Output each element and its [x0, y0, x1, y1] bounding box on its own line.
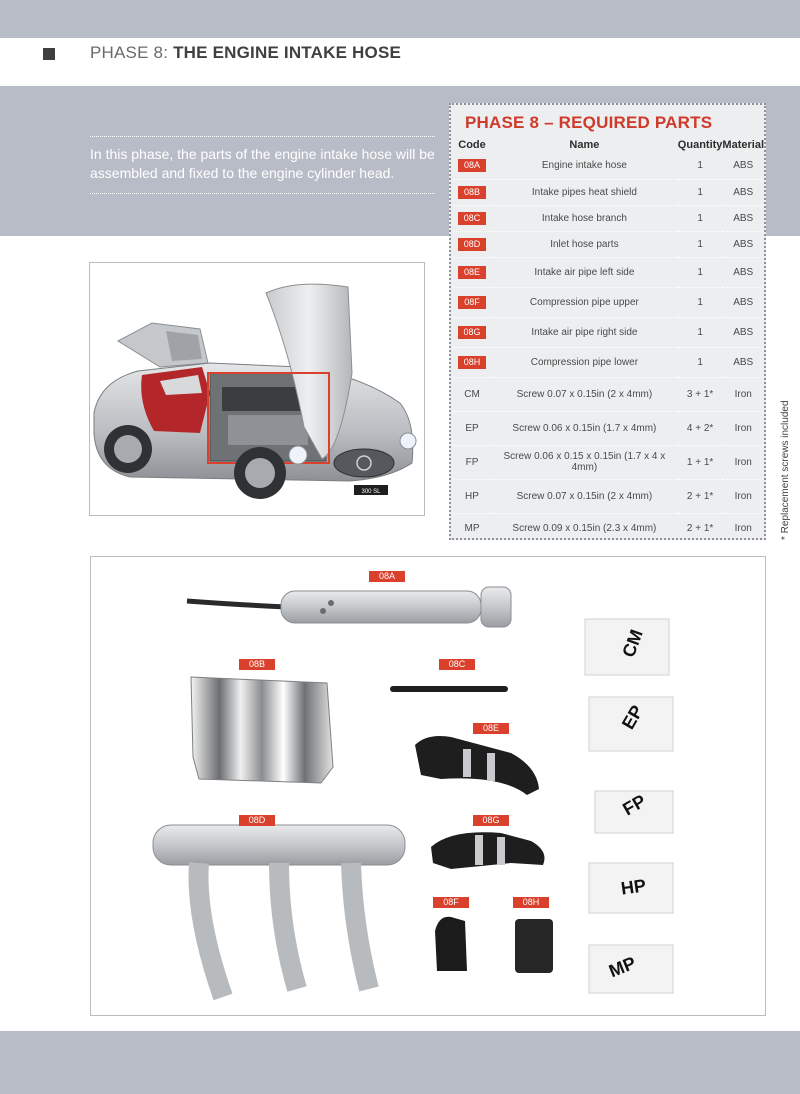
- license-plate: 300 SL: [361, 489, 381, 495]
- replacement-note: [770, 360, 790, 540]
- replacement-note-text: * Replacement screws included: [780, 400, 791, 540]
- part-08h-compression-pipe-lower: [515, 919, 553, 973]
- part-name: Screw 0.06 x 0.15in (1.7 x 4mm): [491, 411, 678, 445]
- part-08f-compression-pipe-upper: [435, 917, 467, 971]
- part-material: Iron: [722, 445, 764, 479]
- label-08b: 08B: [239, 659, 275, 670]
- table-row: [453, 317, 764, 347]
- part-material: ABS: [722, 205, 764, 231]
- label-08c: 08C: [439, 659, 475, 670]
- part-quantity: 1: [678, 179, 723, 205]
- part-material: ABS: [722, 179, 764, 205]
- column-header: Code: [458, 139, 486, 151]
- phase-prefix: PHASE 8:: [90, 43, 169, 62]
- part-code: HP: [453, 479, 491, 513]
- part-material: ABS: [722, 153, 764, 179]
- label-08e: 08E: [473, 723, 509, 734]
- part-quantity: 2 + 1*: [678, 513, 723, 543]
- part-name: Screw 0.09 x 0.15in (2.3 x 4mm): [491, 513, 678, 543]
- table-row: [453, 205, 764, 231]
- part-name: Screw 0.07 x 0.15in (2 x 4mm): [491, 377, 678, 411]
- part-08d-inlet-hose: [153, 825, 405, 997]
- table-row: [453, 479, 764, 513]
- required-parts-box: [449, 103, 766, 540]
- part-code: 08A: [458, 159, 486, 172]
- part-material: ABS: [722, 231, 764, 257]
- table-row: [453, 257, 764, 287]
- column-header: Material: [722, 139, 764, 151]
- part-material: Iron: [722, 513, 764, 543]
- part-code: EP: [453, 411, 491, 445]
- part-name: Intake air pipe left side: [491, 257, 678, 287]
- page-title: [90, 43, 401, 63]
- label-08h: 08H: [513, 897, 549, 908]
- table-row: [453, 377, 764, 411]
- bag-label-ep: EP: [617, 701, 648, 733]
- part-quantity: 2 + 1*: [678, 479, 723, 513]
- part-name: Compression pipe upper: [491, 287, 678, 317]
- part-name: Engine intake hose: [491, 153, 678, 179]
- label-08a: 08A: [369, 571, 405, 582]
- header-square-icon: [43, 48, 55, 60]
- bag-label-cm: CM: [618, 626, 647, 660]
- part-quantity: 3 + 1*: [678, 377, 723, 411]
- column-header: Name: [569, 139, 600, 151]
- part-name: Intake hose branch: [491, 205, 678, 231]
- required-parts-title: PHASE 8 – REQUIRED PARTS: [465, 113, 713, 132]
- label-08d: 08D: [239, 815, 275, 826]
- part-quantity: 4 + 2*: [678, 411, 723, 445]
- part-code: FP: [453, 445, 491, 479]
- part-code: 08D: [458, 238, 486, 251]
- part-name: Compression pipe lower: [491, 347, 678, 377]
- table-row: [453, 347, 764, 377]
- part-quantity: 1 + 1*: [678, 445, 723, 479]
- label-08f: 08F: [433, 897, 469, 908]
- table-row: [453, 153, 764, 179]
- label-08g: 08G: [473, 815, 509, 826]
- phase-title: THE ENGINE INTAKE HOSE: [173, 43, 402, 62]
- part-material: ABS: [722, 317, 764, 347]
- part-code: CM: [453, 377, 491, 411]
- part-08e-left-air-pipe: [415, 736, 539, 795]
- parts-illustration: [91, 557, 765, 1015]
- part-code: 08C: [458, 212, 486, 225]
- car-photo: [89, 262, 425, 516]
- part-quantity: 1: [678, 347, 723, 377]
- part-material: Iron: [722, 479, 764, 513]
- table-row: [453, 445, 764, 479]
- part-code: 08G: [458, 326, 486, 339]
- part-quantity: 1: [678, 231, 723, 257]
- part-material: ABS: [722, 287, 764, 317]
- part-quantity: 1: [678, 205, 723, 231]
- bag-label-hp: HP: [619, 875, 648, 899]
- table-row: [453, 179, 764, 205]
- part-code: 08F: [458, 296, 486, 309]
- part-quantity: 1: [678, 317, 723, 347]
- table-row: [453, 287, 764, 317]
- table-row: [453, 513, 764, 543]
- part-name: Screw 0.07 x 0.15in (2 x 4mm): [491, 479, 678, 513]
- intro-text: In this phase, the parts of the engine intake hose will be assembled and fixed to the engine cylinder head.: [90, 146, 435, 181]
- part-material: Iron: [722, 411, 764, 445]
- bottom-band: [0, 1031, 800, 1094]
- intro-block: [90, 136, 435, 194]
- table-header-row: [453, 137, 764, 153]
- part-name: Screw 0.06 x 0.15 x 0.15in (1.7 x 4 x 4mm): [491, 445, 678, 479]
- part-name: Intake pipes heat shield: [491, 179, 678, 205]
- part-code: 08E: [458, 266, 486, 279]
- part-code: 08H: [458, 356, 486, 369]
- required-parts-table: [453, 137, 764, 544]
- part-08g-right-air-pipe: [431, 832, 545, 869]
- part-name: Intake air pipe right side: [491, 317, 678, 347]
- part-quantity: 1: [678, 257, 723, 287]
- part-quantity: 1: [678, 153, 723, 179]
- part-08a-engine-intake-hose: [187, 587, 511, 627]
- column-header: Quantity: [677, 139, 723, 151]
- table-row: [453, 411, 764, 445]
- part-quantity: 1: [678, 287, 723, 317]
- part-name: Inlet hose parts: [491, 231, 678, 257]
- bag-label-fp: FP: [619, 790, 650, 820]
- top-band: [0, 0, 800, 38]
- part-material: ABS: [722, 257, 764, 287]
- car-illustration: [90, 263, 424, 515]
- part-material: ABS: [722, 347, 764, 377]
- bag-label-mp: MP: [606, 952, 639, 982]
- table-row: [453, 231, 764, 257]
- page-header: [0, 38, 800, 86]
- part-code: MP: [453, 513, 491, 543]
- part-material: Iron: [722, 377, 764, 411]
- part-08b-heat-shield: [191, 677, 333, 783]
- parts-photo: [90, 556, 766, 1016]
- part-code: 08B: [458, 186, 486, 199]
